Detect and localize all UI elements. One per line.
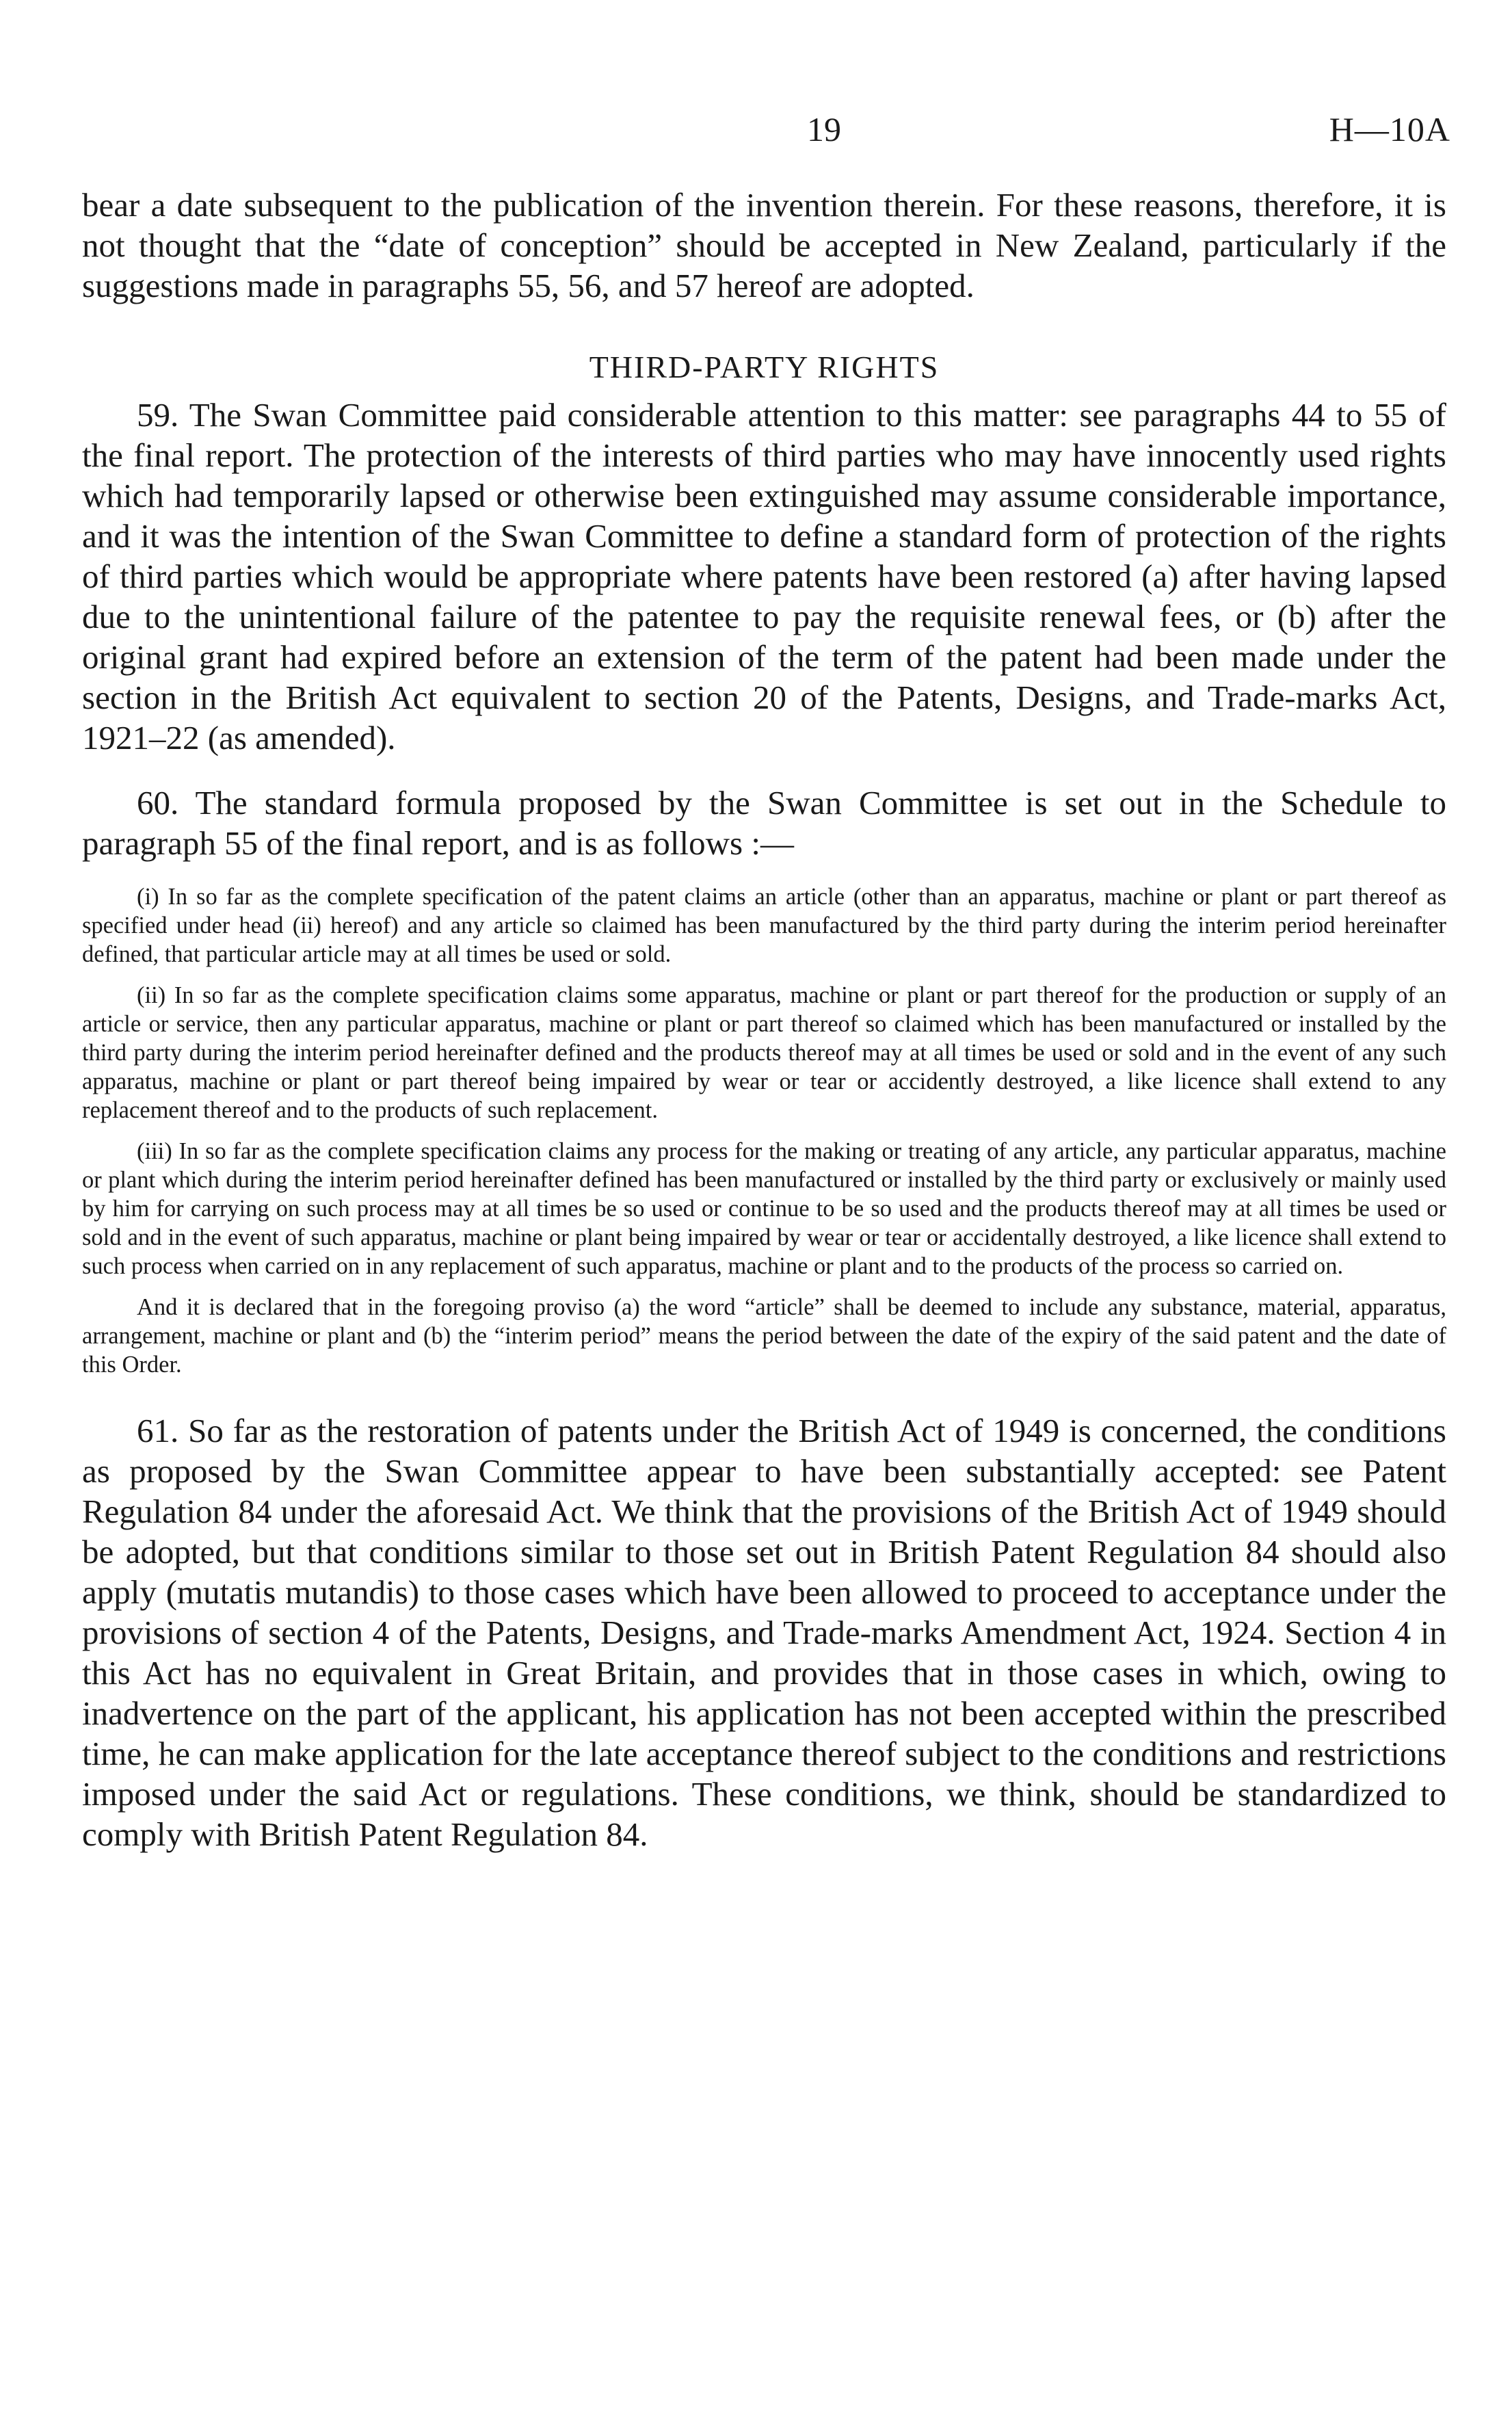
clause-i: (i) In so far as the complete specification of the patent claims an article (other than an apparatus, machine or plant or part thereof as specified under head (ii) hereof) and any article so claimed has been manufactured by the third party during the interim period hereinafter defined, that particular article may at all times be used or sold. bbox=[82, 884, 1446, 967]
document-reference: H—10A bbox=[1329, 110, 1450, 148]
section-heading: THIRD-PARTY RIGHTS bbox=[589, 350, 940, 384]
document-body bbox=[82, 185, 1446, 1854]
paragraph-continuation: bear a date subsequent to the publication of the invention therein. For these reasons, therefore, it is not thought that the “date of conception” should be accepted in New Zealand, particularly if the suggestions made in paragraphs 55, 56, and 57 hereof are adopted. bbox=[82, 186, 1446, 304]
paragraph-60: 60. The standard formula proposed by the Swan Committee is set out in the Schedule to paragraph 55 of the final report, and is as follows :— bbox=[82, 784, 1446, 862]
page-number: 19 bbox=[807, 110, 841, 148]
page-header bbox=[82, 109, 1450, 150]
paragraph-59: 59. The Swan Committee paid considerable attention to this matter: see paragraphs 44 to 55 of the final report. The protection of the interests of third parties who may have innocently used rights which had temporarily lapsed or otherwise been extinguished may assume considerable importance, and it was the intention of the Swan Committee to define a standard form of protection of the rights of third parties which would be appropriate where patents have been restored (a) after having lapsed due to the unintentional failure of the patentee to pay the requisite renewal fees, or (b) after the original grant had expired before an extension of the term of the patent had been made under the section in the British Act equivalent to section 20 of the Patents, Designs, and Trade-marks Act, 1921–22 (as amended). bbox=[82, 396, 1446, 757]
clause-iii: (iii) In so far as the complete specification claims any process for the making or treating of any article, any particular apparatus, machine or plant which during the interim period hereinafter defined has been manufactured or installed by the third party or exclusively or mainly used by him for carrying on such process may at all times be so used or continue to be so used and the products thereof may at all times be used or sold and in the event of such apparatus, machine or plant being impaired by wear or tear or accidentally destroyed, a like licence shall extend to such process when carried on in any replacement of such apparatus, machine or plant and to the products of the process so carried on. bbox=[82, 1138, 1446, 1279]
clause-ii: (ii) In so far as the complete specification claims some apparatus, machine or plant or part thereof for the production or supply of an article or service, then any particular apparatus, machine or plant or part thereof so claimed which has been manufactured or installed by the third party during the interim period hereinafter defined and the products thereof may at all times be used or sold and in the event of any such apparatus, machine or plant or part thereof being impaired by wear or tear or accidently destroyed, a like licence shall extend to any replacement thereof and to the products of such replacement. bbox=[82, 982, 1446, 1123]
paragraph-61: 61. So far as the restoration of patents under the British Act of 1949 is concerned, the conditions as proposed by the Swan Committee appear to have been substantially accepted: see Patent Regulation 84 under the aforesaid Act. We think that the provisions of the British Act of 1949 should be adopted, but that conditions similar to those set out in British Patent Regulation 84 should also apply (mutatis mutandis) to those cases which have been allowed to proceed to acceptance under the provisions of section 4 of the Patents, Designs, and Trade-marks Amendment Act, 1924. Section 4 in this Act has no equivalent in Great Britain, and provides that in those cases in which, owing to inadvertence on the part of the applicant, his application has not been accepted within the prescribed time, he can make application for the late acceptance thereof subject to the conditions and restrictions imposed under the said Act or regulations. These conditions, we think, should be standardized to comply with British Patent Regulation 84. bbox=[82, 1412, 1446, 1853]
declaration-paragraph: And it is declared that in the foregoing proviso (a) the word “article” shall be deemed to include any substance, material, apparatus, arrangement, machine or plant and (b) the “interim period” means the period between the date of the expiry of the said patent and the date of this Order. bbox=[82, 1294, 1446, 1378]
